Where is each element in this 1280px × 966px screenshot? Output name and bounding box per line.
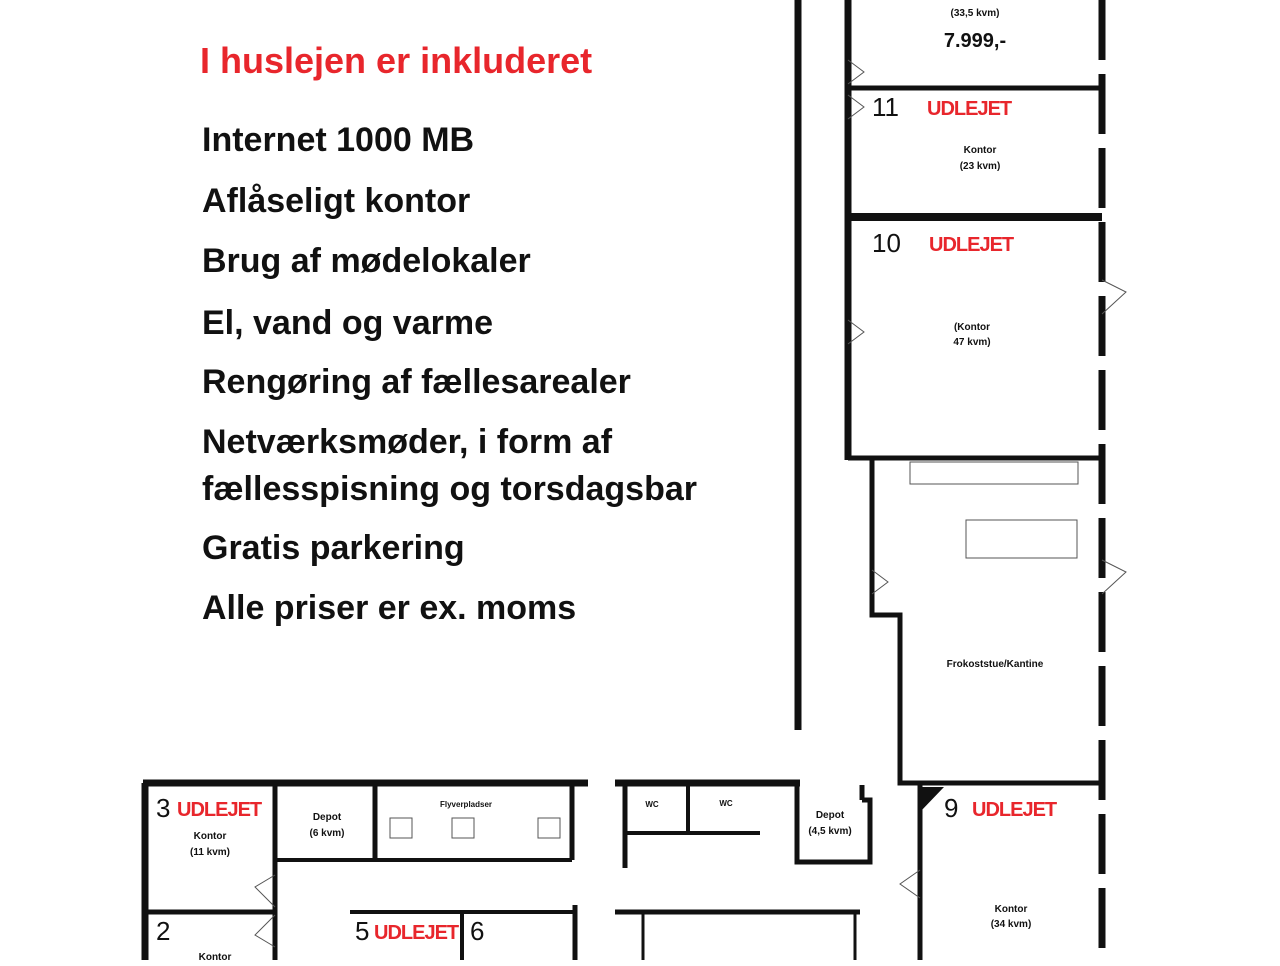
feature-item: Internet 1000 MB xyxy=(202,121,475,159)
feature-item: fællesspisning og torsdagsbar xyxy=(202,470,697,508)
room-11-label: Kontor xyxy=(963,145,997,156)
room-3-status: UDLEJET xyxy=(177,799,262,821)
depot-2-size: (4,5 kvm) xyxy=(808,826,852,837)
room-6-number: 6 xyxy=(470,916,485,946)
feature-item: Gratis parkering xyxy=(202,529,465,567)
room-12-price: 7.999,- xyxy=(943,30,1007,52)
kantine-label: Frokoststue/Kantine xyxy=(946,659,1044,670)
heading: I huslejen er inkluderet xyxy=(200,40,593,81)
room-11-status: UDLEJET xyxy=(927,98,1012,120)
room-9-status: UDLEJET xyxy=(972,799,1057,821)
room-12-size: (33,5 kvm) xyxy=(950,8,1000,19)
room-3-label: Kontor xyxy=(193,831,227,842)
room-9-size: (34 kvm) xyxy=(990,919,1032,930)
room-3-number: 3 xyxy=(156,793,171,823)
room-9-label: Kontor xyxy=(994,904,1028,915)
feature-item: Brug af mødelokaler xyxy=(202,242,531,280)
corner-marker xyxy=(920,787,944,812)
room-2-number: 2 xyxy=(156,916,171,946)
flyverpladser-label: Flyverpladser xyxy=(439,800,493,809)
room-9-number: 9 xyxy=(944,793,959,823)
wc-2-label: WC xyxy=(719,799,733,808)
depot-2-label: Depot xyxy=(815,810,845,821)
room-10-status: UDLEJET xyxy=(929,234,1014,256)
feature-item: Aflåseligt kontor xyxy=(202,182,471,220)
room-2-label: Kontor xyxy=(198,952,232,963)
room-11-number: 11 xyxy=(872,92,899,122)
wc-1-label: WC xyxy=(645,800,659,809)
room-5-status: UDLEJET xyxy=(374,922,459,944)
feature-item: Alle priser er ex. moms xyxy=(202,589,577,627)
room-11-size: (23 kvm) xyxy=(959,161,1001,172)
depot-1-label: Depot xyxy=(312,812,342,823)
room-10-number: 10 xyxy=(872,228,901,258)
feature-item: Rengøring af fællesarealer xyxy=(202,363,631,401)
room-3-size: (11 kvm) xyxy=(189,847,231,858)
room-10-size: 47 kvm) xyxy=(953,337,991,348)
feature-item: Netværksmøder, i form af xyxy=(202,423,613,461)
depot-1-size: (6 kvm) xyxy=(309,828,345,839)
room-5-number: 5 xyxy=(355,916,370,946)
room-10-label: (Kontor xyxy=(953,322,991,333)
feature-item: El, vand og varme xyxy=(202,304,493,342)
